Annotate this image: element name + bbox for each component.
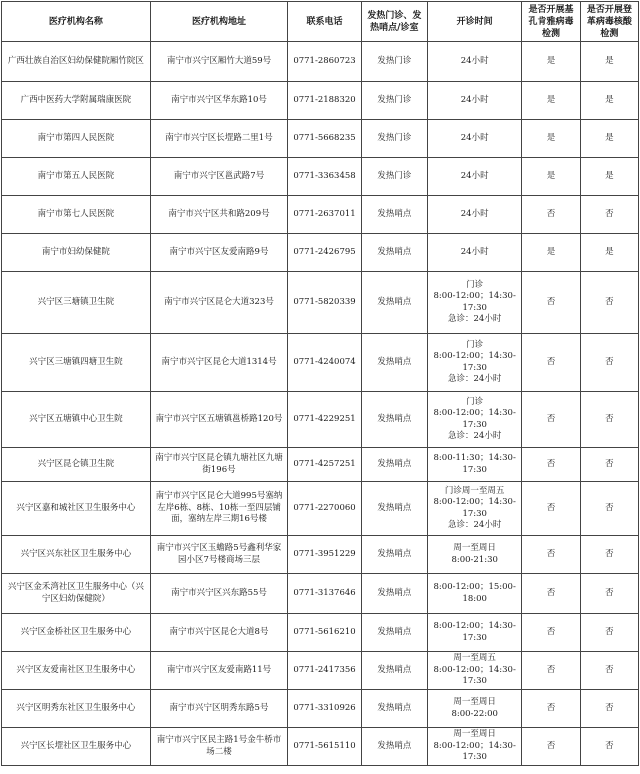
cell-phone: 0771-2637011 — [288, 196, 361, 234]
cell-antibody: 是 — [522, 234, 580, 272]
cell-name: 广西壮族自治区妇幼保健院厢竹院区 — [2, 42, 151, 82]
cell-antibody: 是 — [522, 120, 580, 158]
header-name: 医疗机构名称 — [2, 2, 151, 42]
cell-name: 兴宁区友爱南社区卫生服务中心 — [2, 652, 151, 690]
cell-phone: 0771-2860723 — [288, 42, 361, 82]
cell-phone: 0771-2426795 — [288, 234, 361, 272]
cell-nucleic: 是 — [580, 120, 638, 158]
table-row — [2, 536, 639, 574]
cell-nucleic: 是 — [580, 42, 638, 82]
cell-antibody: 否 — [522, 728, 580, 766]
cell-nucleic: 否 — [580, 574, 638, 614]
table-row — [2, 652, 639, 690]
cell-antibody: 否 — [522, 448, 580, 482]
cell-type: 发热哨点 — [361, 334, 427, 392]
cell-nucleic: 否 — [580, 652, 638, 690]
cell-type: 发热门诊 — [361, 82, 427, 120]
cell-antibody: 是 — [522, 82, 580, 120]
cell-antibody: 是 — [522, 42, 580, 82]
cell-address: 南宁市兴宁区昆仑大道323号 — [150, 272, 288, 334]
cell-hours: 24小时 — [427, 196, 521, 234]
cell-antibody: 否 — [522, 574, 580, 614]
cell-hours: 周一至周日 8:00-12:00；14:30-17:30 — [427, 728, 521, 766]
cell-address: 南宁市兴宁区昆仑大道8号 — [150, 614, 288, 652]
header-phone: 联系电话 — [288, 2, 361, 42]
table-row — [2, 448, 639, 482]
cell-hours: 24小时 — [427, 234, 521, 272]
cell-name: 广西中医药大学附属瑞康医院 — [2, 82, 151, 120]
table-row — [2, 614, 639, 652]
cell-address: 南宁市兴宁区华东路10号 — [150, 82, 288, 120]
cell-hours: 周一至周日 8:00-21:30 — [427, 536, 521, 574]
cell-name: 兴宁区三塘镇四塘卫生院 — [2, 334, 151, 392]
cell-nucleic: 否 — [580, 536, 638, 574]
cell-type: 发热哨点 — [361, 614, 427, 652]
cell-phone: 0771-4257251 — [288, 448, 361, 482]
cell-antibody: 否 — [522, 614, 580, 652]
header-address: 医疗机构地址 — [150, 2, 288, 42]
cell-antibody: 否 — [522, 196, 580, 234]
cell-name: 兴宁区昆仑镇卫生院 — [2, 448, 151, 482]
table-row — [2, 334, 639, 392]
cell-address: 南宁市兴宁区长堽路二里1号 — [150, 120, 288, 158]
table-row — [2, 392, 639, 448]
cell-type: 发热哨点 — [361, 536, 427, 574]
header-row — [2, 2, 639, 42]
table-row — [2, 482, 639, 536]
cell-type: 发热门诊 — [361, 158, 427, 196]
cell-address: 南宁市兴宁区五塘镇邕桥路120号 — [150, 392, 288, 448]
cell-phone: 0771-5668235 — [288, 120, 361, 158]
cell-hours: 24小时 — [427, 42, 521, 82]
cell-name: 兴宁区兴东社区卫生服务中心 — [2, 536, 151, 574]
cell-address: 南宁市兴宁区友爱南路11号 — [150, 652, 288, 690]
cell-hours: 门诊 8:00-12:00；14:30-17:30 急诊：24小时 — [427, 272, 521, 334]
cell-name: 兴宁区金禾湾社区卫生服务中心（兴宁区妇幼保健院） — [2, 574, 151, 614]
table-row — [2, 120, 639, 158]
clinic-table — [1, 1, 639, 766]
cell-name: 南宁市第四人民医院 — [2, 120, 151, 158]
cell-address: 南宁市兴宁区玉蟾路5号鑫利华家园小区7号楼商场三层 — [150, 536, 288, 574]
table-row — [2, 196, 639, 234]
cell-hours: 门诊 8:00-12:00；14:30-17:30 急诊：24小时 — [427, 392, 521, 448]
table-row — [2, 82, 639, 120]
cell-antibody: 否 — [522, 536, 580, 574]
cell-hours: 门诊周一至周五 8:00-12:00；14:30-17:30 急诊：24小时 — [427, 482, 521, 536]
cell-name: 兴宁区金桥社区卫生服务中心 — [2, 614, 151, 652]
cell-phone: 0771-5616210 — [288, 614, 361, 652]
cell-address: 南宁市兴宁区共和路209号 — [150, 196, 288, 234]
table-row — [2, 574, 639, 614]
cell-type: 发热哨点 — [361, 574, 427, 614]
cell-name: 兴宁区五塘镇中心卫生院 — [2, 392, 151, 448]
cell-hours: 24小时 — [427, 82, 521, 120]
cell-nucleic: 否 — [580, 690, 638, 728]
cell-antibody: 否 — [522, 272, 580, 334]
cell-hours: 周一至周日 8:00-22:00 — [427, 690, 521, 728]
cell-phone: 0771-3137646 — [288, 574, 361, 614]
cell-name: 兴宁区嘉和城社区卫生服务中心 — [2, 482, 151, 536]
cell-hours: 24小时 — [427, 158, 521, 196]
table-row — [2, 158, 639, 196]
cell-phone: 0771-2188320 — [288, 82, 361, 120]
cell-phone: 0771-4240074 — [288, 334, 361, 392]
cell-address: 南宁市兴宁区友爱南路9号 — [150, 234, 288, 272]
cell-address: 南宁市兴宁区昆仑大道995号塞纳左岸6栋、8栋、10栋一至四层铺面，塞纳左岸三期16号楼 — [150, 482, 288, 536]
cell-phone: 0771-4229251 — [288, 392, 361, 448]
cell-antibody: 否 — [522, 392, 580, 448]
cell-name: 兴宁区三塘镇卫生院 — [2, 272, 151, 334]
cell-address: 南宁市兴宁区厢竹大道59号 — [150, 42, 288, 82]
table-row — [2, 728, 639, 766]
cell-nucleic: 否 — [580, 728, 638, 766]
cell-nucleic: 是 — [580, 82, 638, 120]
cell-type: 发热哨点 — [361, 690, 427, 728]
cell-address: 南宁市兴宁区昆仑大道1314号 — [150, 334, 288, 392]
cell-nucleic: 否 — [580, 614, 638, 652]
table-row — [2, 272, 639, 334]
table-row — [2, 690, 639, 728]
cell-hours: 门诊 8:00-12:00；14:30-17:30 急诊：24小时 — [427, 334, 521, 392]
cell-type: 发热哨点 — [361, 272, 427, 334]
cell-hours: 周一至周五 8:00-12:00；14:30-17:30 — [427, 652, 521, 690]
cell-name: 兴宁区明秀东社区卫生服务中心 — [2, 690, 151, 728]
table-row — [2, 234, 639, 272]
cell-antibody: 否 — [522, 690, 580, 728]
cell-name: 兴宁区长堽社区卫生服务中心 — [2, 728, 151, 766]
header-hours: 开诊时间 — [427, 2, 521, 42]
cell-phone: 0771-5820339 — [288, 272, 361, 334]
cell-phone: 0771-3310926 — [288, 690, 361, 728]
cell-nucleic: 否 — [580, 482, 638, 536]
cell-phone: 0771-2270060 — [288, 482, 361, 536]
cell-name: 南宁市第七人民医院 — [2, 196, 151, 234]
cell-hours: 8:00-11:30；14:30-17:30 — [427, 448, 521, 482]
cell-address: 南宁市兴宁区明秀东路5号 — [150, 690, 288, 728]
table-row — [2, 42, 639, 82]
cell-nucleic: 否 — [580, 392, 638, 448]
cell-type: 发热哨点 — [361, 196, 427, 234]
header-nucleic: 是否开展登革病毒核酸检测 — [580, 2, 638, 42]
cell-name: 南宁市第五人民医院 — [2, 158, 151, 196]
cell-hours: 8:00-12:00；15:00-18:00 — [427, 574, 521, 614]
table-body — [2, 42, 639, 766]
cell-antibody: 否 — [522, 334, 580, 392]
cell-type: 发热哨点 — [361, 482, 427, 536]
cell-address: 南宁市兴宁区民主路1号金牛桥市场二楼 — [150, 728, 288, 766]
cell-nucleic: 是 — [580, 158, 638, 196]
cell-type: 发热哨点 — [361, 652, 427, 690]
header-type: 发热门诊、发热哨点/诊室 — [361, 2, 427, 42]
cell-nucleic: 否 — [580, 334, 638, 392]
cell-hours: 24小时 — [427, 120, 521, 158]
header-antibody: 是否开展基孔肯雅病毒检测 — [522, 2, 580, 42]
cell-nucleic: 否 — [580, 448, 638, 482]
cell-type: 发热哨点 — [361, 234, 427, 272]
cell-type: 发热门诊 — [361, 120, 427, 158]
cell-nucleic: 是 — [580, 234, 638, 272]
cell-address: 南宁市兴宁区兴东路55号 — [150, 574, 288, 614]
cell-type: 发热门诊 — [361, 42, 427, 82]
cell-nucleic: 否 — [580, 196, 638, 234]
cell-phone: 0771-2417356 — [288, 652, 361, 690]
cell-antibody: 否 — [522, 482, 580, 536]
cell-phone: 0771-5615110 — [288, 728, 361, 766]
cell-hours: 8:00-12:00；14:30-17:30 — [427, 614, 521, 652]
cell-address: 南宁市兴宁区邕武路7号 — [150, 158, 288, 196]
cell-type: 发热哨点 — [361, 448, 427, 482]
cell-phone: 0771-3363458 — [288, 158, 361, 196]
cell-address: 南宁市兴宁区昆仑镇九塘社区九塘街196号 — [150, 448, 288, 482]
cell-type: 发热哨点 — [361, 728, 427, 766]
cell-phone: 0771-3951229 — [288, 536, 361, 574]
cell-antibody: 是 — [522, 158, 580, 196]
cell-nucleic: 否 — [580, 272, 638, 334]
cell-type: 发热哨点 — [361, 392, 427, 448]
cell-name: 南宁市妇幼保健院 — [2, 234, 151, 272]
cell-antibody: 否 — [522, 652, 580, 690]
